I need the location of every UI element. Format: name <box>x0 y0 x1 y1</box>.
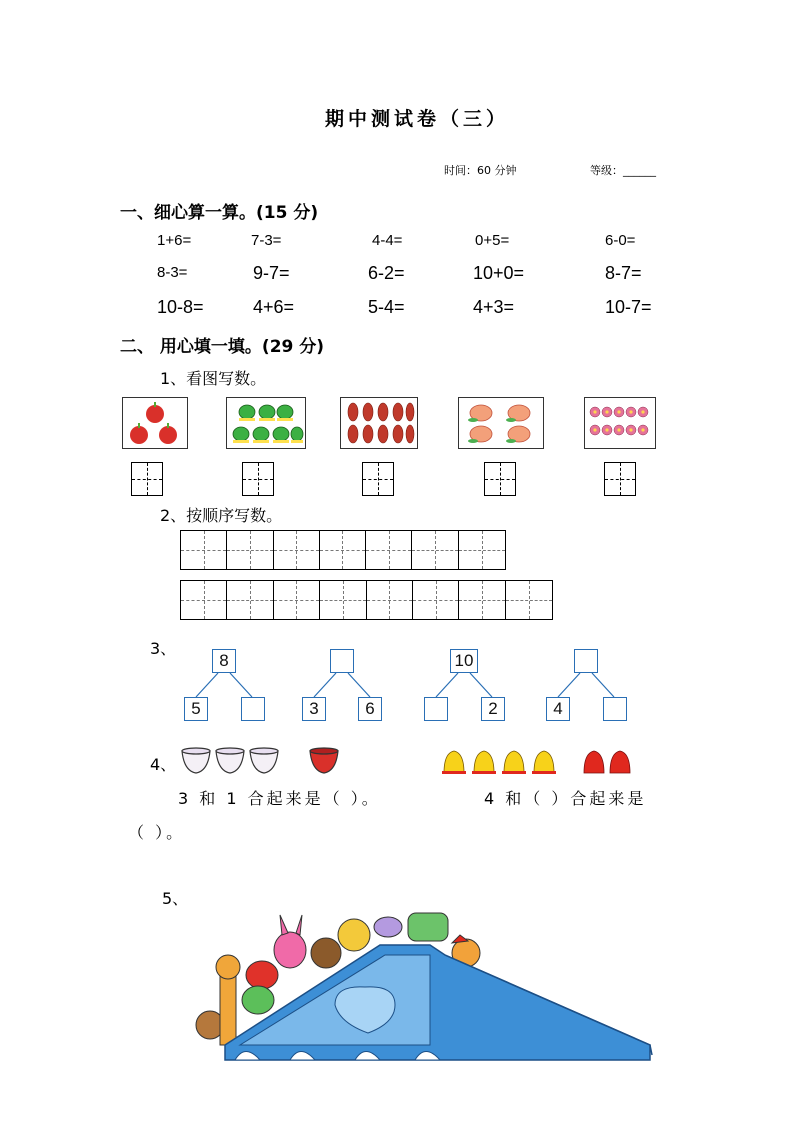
time-label: 时间：60 分钟 <box>444 164 517 177</box>
equation: 1+6= <box>157 232 192 249</box>
equation: 8-7= <box>605 263 642 283</box>
question-1-label: 1、看图写数。 <box>160 369 267 388</box>
bowls-picture <box>178 745 348 781</box>
page-title: 期中测试卷（三） <box>324 108 509 130</box>
equation: 8-3= <box>157 264 188 281</box>
equation: 4-4= <box>372 232 403 249</box>
tree1-right[interactable] <box>241 697 265 721</box>
equation: 10-8= <box>157 297 204 317</box>
equation: 10+0= <box>473 263 525 283</box>
equation: 4+6= <box>253 297 295 317</box>
tree2-left: 3 <box>302 697 326 721</box>
equation: 7-3= <box>251 232 282 249</box>
equation: 5-4= <box>368 297 405 317</box>
section1-heading: 一、细心算一算。(15 分) <box>120 203 319 223</box>
grade-label: 等级：______ <box>590 164 656 177</box>
equation: 6-0= <box>605 232 636 249</box>
equation: 6-2= <box>368 263 405 283</box>
equation: 0+5= <box>475 232 510 249</box>
tree2-right: 6 <box>358 697 382 721</box>
q4-text-a: 3 和 1 合起来是（ ）。 <box>178 789 381 808</box>
tree3-top: 10 <box>450 649 478 673</box>
tree4-top[interactable] <box>574 649 598 673</box>
tree4-left: 4 <box>546 697 570 721</box>
tree1-left: 5 <box>184 697 208 721</box>
slide-illustration <box>180 905 660 1065</box>
equation: 10-7= <box>605 297 652 317</box>
tree2-top[interactable] <box>330 649 354 673</box>
tree4-right[interactable] <box>603 697 627 721</box>
question-2-label: 2、按顺序写数。 <box>160 506 283 525</box>
chicks-picture <box>440 745 640 779</box>
question-3-label: 3、 <box>150 639 177 658</box>
equation: 4+3= <box>473 297 515 317</box>
question-4-label: 4、 <box>150 755 177 774</box>
q4-text-b: 4 和（ ）合起来是 <box>484 789 647 808</box>
q4-text-c: （ ）。 <box>128 823 186 842</box>
tree1-top: 8 <box>212 649 236 673</box>
tree3-right: 2 <box>481 697 505 721</box>
question-5-label: 5、 <box>162 889 189 908</box>
tree3-left[interactable] <box>424 697 448 721</box>
equation: 9-7= <box>253 263 290 283</box>
section2-heading: 二、 用心填一填。(29 分) <box>120 337 325 357</box>
